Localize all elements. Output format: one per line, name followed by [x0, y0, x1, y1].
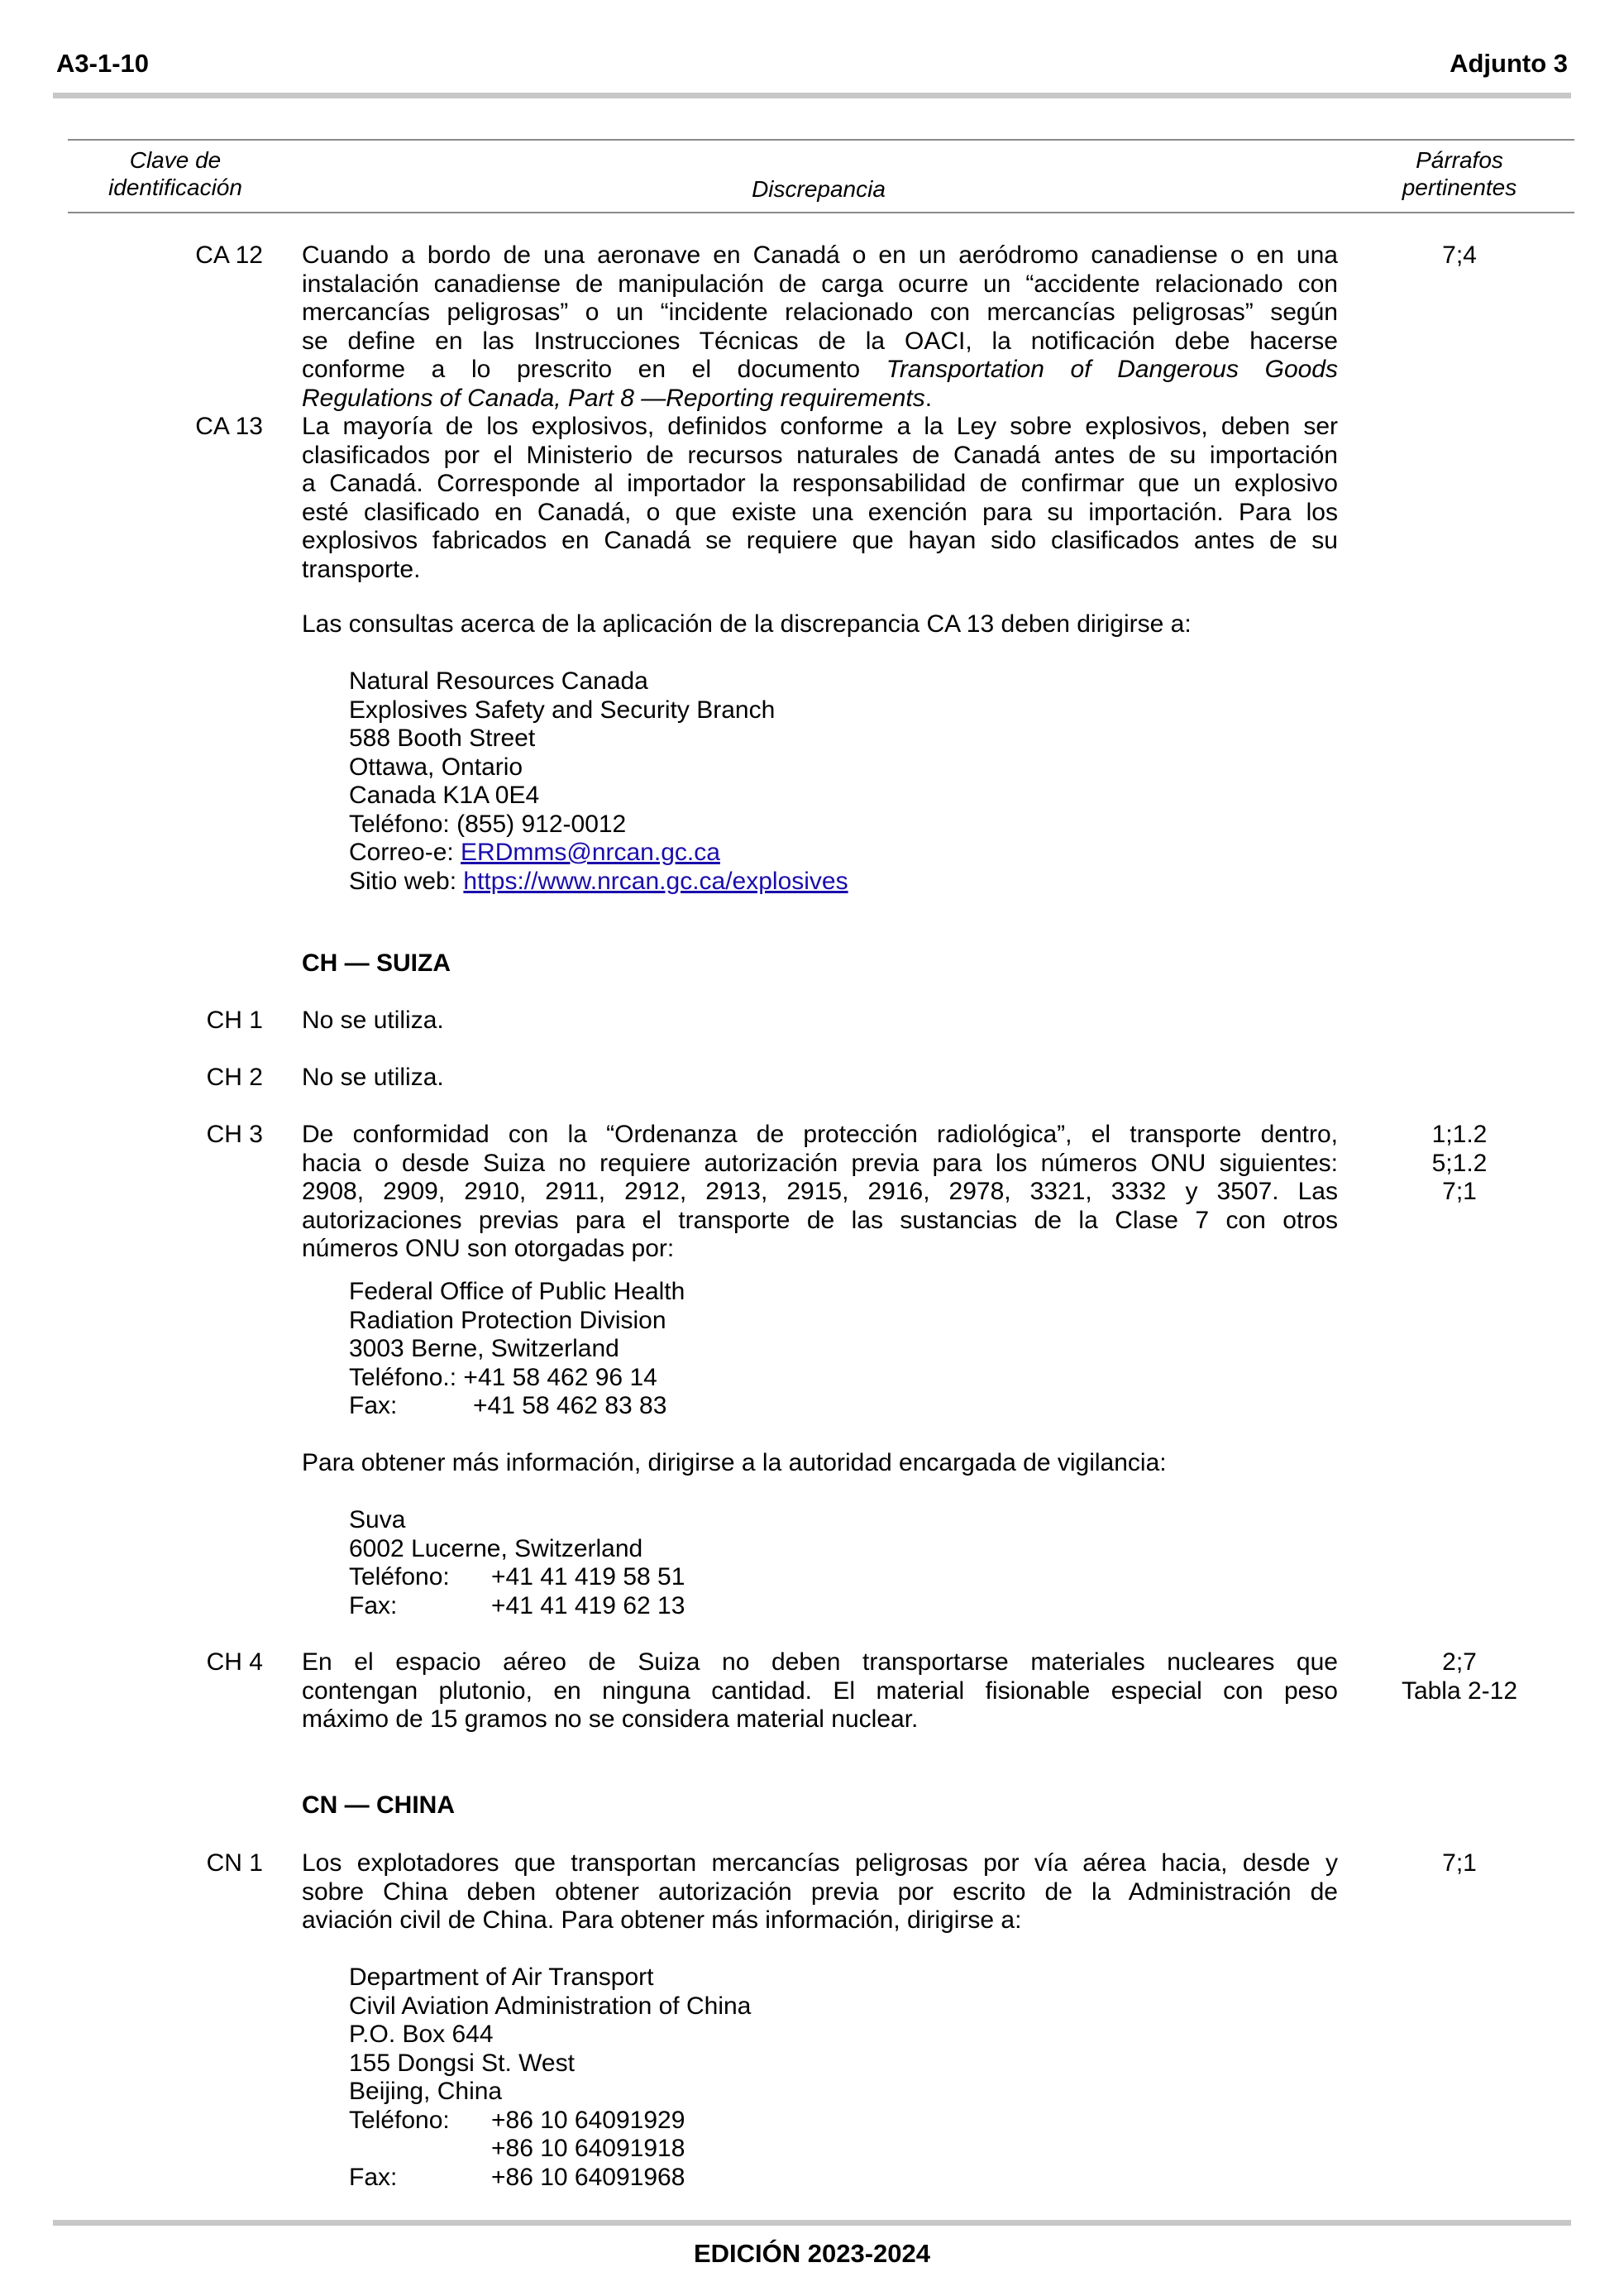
entry-paragraphs-ch3: 1;1.2 5;1.2 7;1	[1431, 1121, 1488, 1205]
entry-text-ch3: De conformidad con la “Ordenanza de protección radiológica”, el transporte dentro, hacia o desde Suiza no requiere autorización previa para los números ONU siguientes: 2908, 2909, 2910, 2911, 2912, 2913, 2915, 2916, 2978, 3321, 3332 y 3507. Las autorizaciones previas para el transporte de las sustancias de la Clase 7 con otros números ONU son otorgadas por:	[302, 1121, 1338, 1262]
entry-key-ca12: CA 12	[195, 242, 263, 269]
section-heading-cn: CN — CHINA	[302, 1791, 455, 1819]
attachment-label: Adjunto 3	[1450, 49, 1568, 78]
header-divider	[53, 93, 1571, 98]
address-block-nrcan: Natural Resources Canada Explosives Safety and Security Branch 588 Booth Street Ottawa, Ontario Canada K1A 0E4 Teléfono: (855) 912-0012 Correo-e: ERDmms@nrcan.gc.ca Sitio web: https://www.nrcan.gc.ca/explosives	[349, 667, 848, 895]
entry-text-ca12: Cuando a bordo de una aeronave en Canadá o en un aeródromo canadiense o en una instalación canadiense de manipulación de carga ocurre un “accidente relacionado con mercancías peligrosas” o un “incidente relacionado con mercancías peligrosas” según se define en las Instrucciones Técnicas de la OACI, la notificación debe hacerse conforme a lo prescrito en el documento Transportation of Dangerous Goods Regulations of Canada, Part 8 —Reporting requirements.	[302, 242, 1338, 412]
table-header-rule	[68, 212, 1574, 213]
column-header-paragraphs: Párrafos pertinentes	[1402, 147, 1517, 200]
entry-key-ch2: CH 2	[206, 1064, 263, 1091]
consult-note-ca13: Las consultas acerca de la aplicación de la discrepancia CA 13 deben dirigirse a:	[302, 610, 1192, 638]
footer-divider	[53, 2220, 1571, 2226]
entry-paragraphs-ca12: 7;4	[1442, 242, 1477, 269]
column-header-discrepancy: Discrepancia	[752, 176, 886, 202]
website-link[interactable]: https://www.nrcan.gc.ca/explosives	[463, 867, 848, 895]
address-block-suva: Suva 6002 Lucerne, Switzerland Teléfono: +41 41 419 58 51 Fax: +41 41 419 62 13	[349, 1506, 685, 1619]
section-heading-ch: CH — SUIZA	[302, 949, 451, 977]
entry-paragraphs-ch4: 2;7 Tabla 2-12	[1401, 1648, 1518, 1705]
address-block-caac: Department of Air Transport Civil Aviation Administration of China P.O. Box 644 155 Dongsi St. West Beijing, China Teléfono: +86 10 64091929 +86 10 64091918 Fax: +86 10 64091968	[349, 1964, 752, 2191]
entry-key-cn1: CN 1	[206, 1849, 263, 1877]
address-block-foph: Federal Office of Public Health Radiation Protection Division 3003 Berne, Switzerland Teléfono.: +41 58 462 96 14 Fax: +41 58 462 83 83	[349, 1278, 685, 1419]
table-top-rule	[68, 139, 1574, 141]
entry-key-ch1: CH 1	[206, 1007, 263, 1034]
entry-text-cn1: Los explotadores que transportan mercancías peligrosas por vía aérea hacia, desde y sobre China deben obtener autorización previa por escrito de la Administración de aviación civil de China. Para obtener más información, dirigirse a:	[302, 1849, 1338, 1934]
entry-key-ch4: CH 4	[206, 1648, 263, 1676]
entry-text-ch4: En el espacio aéreo de Suiza no deben transportarse materiales nucleares que contengan plutonio, en ninguna cantidad. El material fisionable especial con peso máximo de 15 gramos no se considera material nuclear.	[302, 1648, 1338, 1733]
entry-key-ch3: CH 3	[206, 1121, 263, 1148]
entry-key-ca13: CA 13	[195, 413, 263, 440]
page-number: A3-1-10	[56, 49, 149, 78]
entry-text-ch2: No se utiliza.	[302, 1064, 444, 1091]
email-link[interactable]: ERDmms@nrcan.gc.ca	[461, 839, 720, 866]
entry-text-ca13: La mayoría de los explosivos, definidos conforme a la Ley sobre explosivos, deben ser clasificados por el Ministerio de recursos naturales de Canadá antes de su importación a Canadá. Corresponde al importador la responsabilidad de confirmar que un explosivo esté clasificado en Canadá, o que existe una exención para su importación. Para los explosivos fabricados en Canadá se requiere que hayan sido clasificados antes de su transporte.	[302, 413, 1338, 583]
info-note-ch3: Para obtener más información, dirigirse a la autoridad encargada de vigilancia:	[302, 1449, 1167, 1476]
entry-text-ch1: No se utiliza.	[302, 1007, 444, 1034]
entry-paragraphs-cn1: 7;1	[1442, 1849, 1477, 1877]
column-header-key: Clave de identificación	[108, 147, 242, 200]
edition-footer: EDICIÓN 2023-2024	[693, 2239, 931, 2268]
